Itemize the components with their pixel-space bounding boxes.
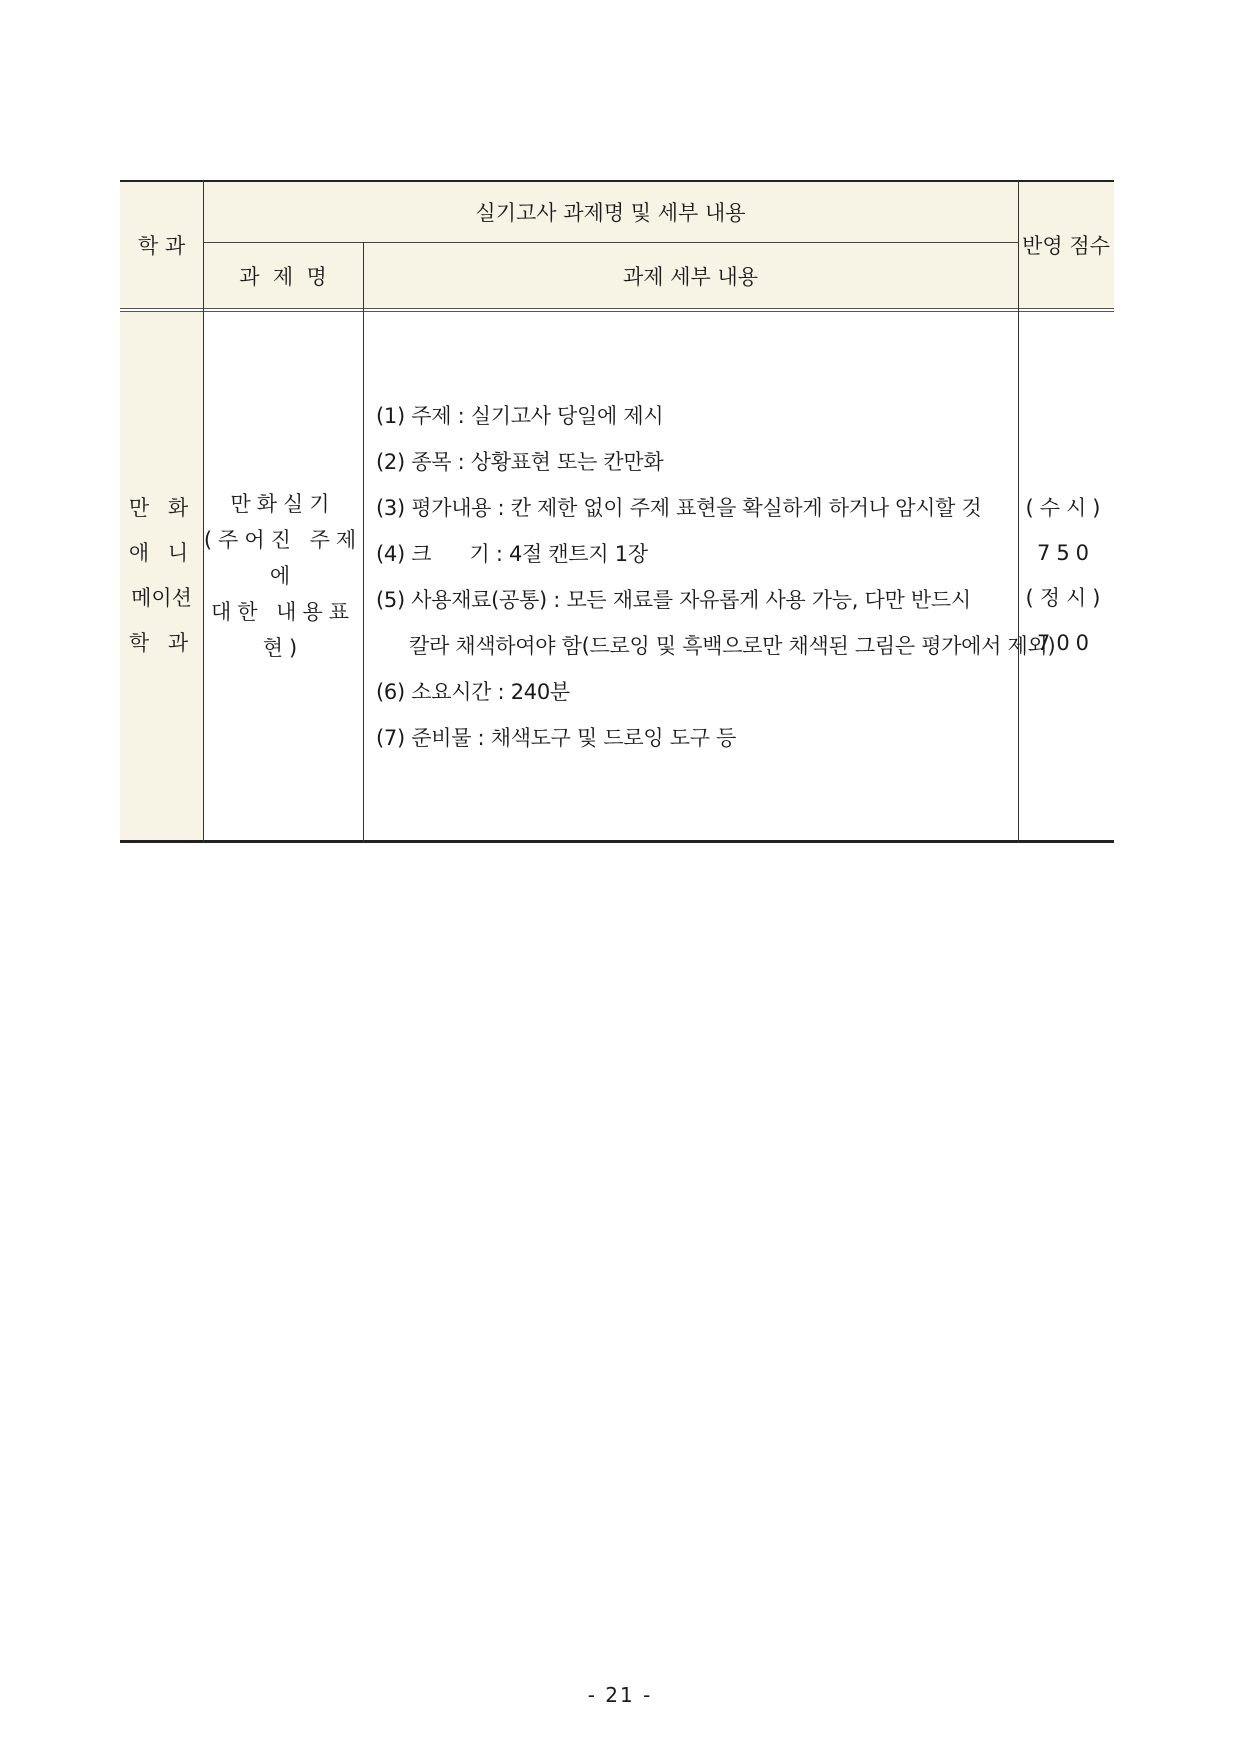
column-divider-2 [363,242,364,843]
score-line: (정시) [1025,585,1107,610]
dept-line: 학 과 [128,630,195,655]
header-task-detail-label: 과제 세부 내용 [622,264,759,289]
header-score-label: 반영 점수 [1022,234,1110,258]
detail-item: (5) 사용재료(공통) : 모든 재료를 자유롭게 사용 가능, 다만 반드시 [376,588,971,612]
header-group [203,182,1018,242]
dept-line: 메이션 [131,585,192,610]
page-number: - 21 - [587,1683,653,1707]
score-cell [1018,311,1114,840]
header-group-label: 실기고사 과제명 및 세부 내용 [475,201,746,225]
exam-table [120,180,1114,843]
dept-cell [120,311,203,840]
table-bottom-border [120,840,1114,843]
task-name-cell [203,311,363,840]
detail-item: (7) 준비물 : 채색도구 및 드로잉 도구 등 [376,726,737,750]
detail-item: (2) 종목 : 상황표현 또는 칸만화 [376,450,664,474]
detail-item: (1) 주제 : 실기고사 당일에 제시 [376,404,664,428]
detail-item: (6) 소요시간 : 240분 [376,680,570,704]
header-task-name-label: 과 제 명 [239,264,327,289]
dept-line: 만 화 [128,495,195,520]
detail-item-continuation: 칼라 채색하여야 함(드로잉 및 흑백으로만 채색된 그림은 평가에서 제외) [409,634,1056,658]
score-line: 750 [1036,540,1096,565]
task-name-line: 만화실기 [230,491,336,516]
header-task-detail [363,243,1018,308]
header-score [1018,182,1114,308]
score-line: (수시) [1025,495,1107,520]
task-name-line: (주어진 주제에 [203,527,363,588]
detail-item: (3) 평가내용 : 칸 제한 없이 주제 표현을 확실하게 하거나 암시할 것 [376,496,982,520]
header-task-name [203,243,363,308]
task-name-line: 대한 내용표현) [210,599,356,660]
dept-line: 애 니 [128,540,195,565]
task-detail-list [376,393,1056,761]
detail-item: (4) 크 기 : 4절 캔트지 1장 [376,542,648,566]
header-dept [120,182,203,308]
score-line: 700 [1036,630,1096,655]
header-dept-label: 학 과 [137,234,186,258]
